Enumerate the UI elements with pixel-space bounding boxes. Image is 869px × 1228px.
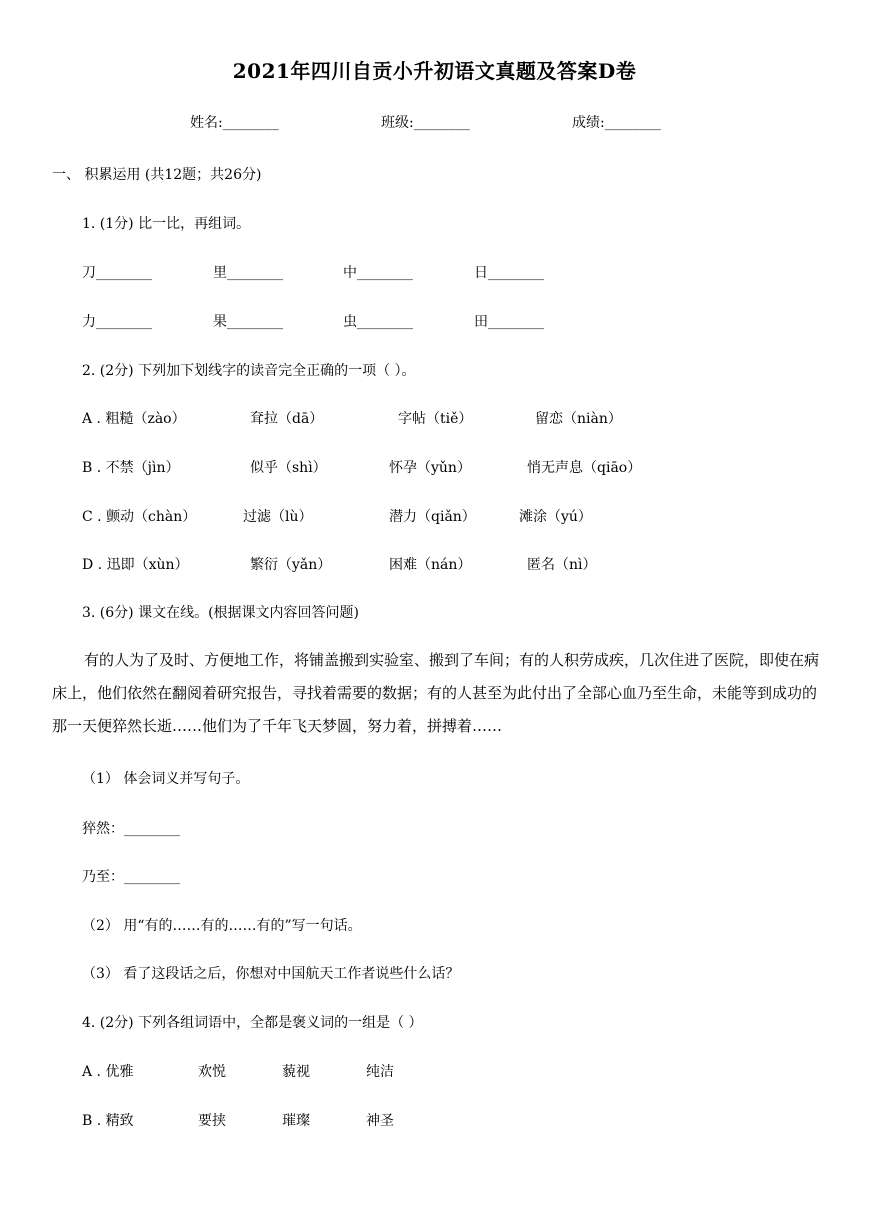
question-2-stem: 2. (2分) 下列加下划线字的读音完全正确的一项（ ）。 [82, 363, 416, 379]
q1-blank[interactable]: 刀________ [82, 265, 152, 281]
section-heading: 一、 积累运用 (共12题；共26分) [52, 167, 262, 183]
q2-option-d-item: 困难（nán） [389, 557, 472, 573]
q1-blank[interactable]: 里________ [213, 265, 283, 281]
q1-blank[interactable]: 虫________ [343, 314, 413, 330]
q1-blank[interactable]: 田________ [474, 314, 544, 330]
q2-option-a-item: 留恋（niàn） [535, 411, 622, 427]
page-title: 2021年四川自贡小升初语文真题及答案D卷 [232, 59, 637, 83]
q4-option-a[interactable]: A . 优雅 [82, 1064, 134, 1080]
q1-blank[interactable]: 日________ [474, 265, 544, 281]
q2-option-a-item: 耷拉（dā） [250, 411, 324, 427]
q3-blank-cuoran[interactable]: 猝然：________ [82, 821, 180, 837]
question-4-stem: 4. (2分) 下列各组词语中，全都是褒义词的一组是（ ） [82, 1015, 423, 1031]
q2-option-c-item: 滩涂（yú） [519, 509, 592, 525]
q4-option-b-item: 要挟 [198, 1113, 226, 1129]
q2-option-c[interactable]: C . 颤动（chàn） [82, 509, 197, 525]
q2-option-d-item: 匿名（nì） [527, 557, 597, 573]
q4-option-b-item: 神圣 [366, 1113, 394, 1129]
q4-option-b[interactable]: B . 精致 [82, 1113, 134, 1129]
q3-blank-naizhi[interactable]: 乃至：________ [82, 869, 180, 885]
q4-option-a-item: 纯洁 [366, 1064, 394, 1080]
q3-sub2: （2） 用“有的……有的……有的”写一句话。 [82, 918, 362, 934]
q1-blank[interactable]: 中________ [343, 265, 413, 281]
q2-option-d-item: 繁衍（yǎn） [250, 557, 332, 573]
q1-blank[interactable]: 力________ [82, 314, 152, 330]
q3-sub1: （1） 体会词义并写句子。 [82, 771, 250, 787]
q1-blank[interactable]: 果________ [213, 314, 283, 330]
q4-option-a-item: 欢悦 [198, 1064, 226, 1080]
q2-option-b-item: 似乎（shì） [250, 460, 327, 476]
name-field[interactable]: 姓名:________ [190, 115, 279, 131]
q2-option-a-item: 字帖（tiě） [398, 411, 473, 427]
q4-option-a-item: 藐视 [282, 1064, 310, 1080]
q2-option-b[interactable]: B . 不禁（jìn） [82, 460, 180, 476]
q2-option-b-item: 怀孕（yǔn） [389, 460, 471, 476]
q2-option-c-item: 潜力（qiǎn） [389, 509, 476, 525]
q4-option-b-item: 璀璨 [282, 1113, 310, 1129]
q2-option-b-item: 悄无声息（qiāo） [527, 460, 642, 476]
question-3-stem: 3. (6分) 课文在线。(根据课文内容回答问题) [82, 605, 360, 621]
q3-passage: 有的人为了及时、方便地工作，将铺盖搬到实验室、搬到了车间；有的人积劳成疾，几次住进了医院，即使在病床上，他们依然在翻阅着研究报告，寻找着需要的数据；有的人甚至为此付出了全部心血乃至生命，未能等到成功的那一天便猝然长逝……他们为了千年飞天梦圆，努力着，拼搏着…… [52, 651, 820, 735]
q2-option-d[interactable]: D . 迅即（xùn） [82, 557, 189, 573]
q3-sub3: （3） 看了这段话之后，你想对中国航天工作者说些什么话？ [82, 966, 460, 982]
q2-option-c-item: 过滤（lù） [243, 509, 313, 525]
score-field[interactable]: 成绩:________ [572, 115, 661, 131]
question-1-stem: 1. (1分) 比一比，再组词。 [82, 216, 251, 232]
q2-option-a[interactable]: A . 粗糙（zào） [82, 411, 186, 427]
class-field[interactable]: 班级:________ [381, 115, 470, 131]
